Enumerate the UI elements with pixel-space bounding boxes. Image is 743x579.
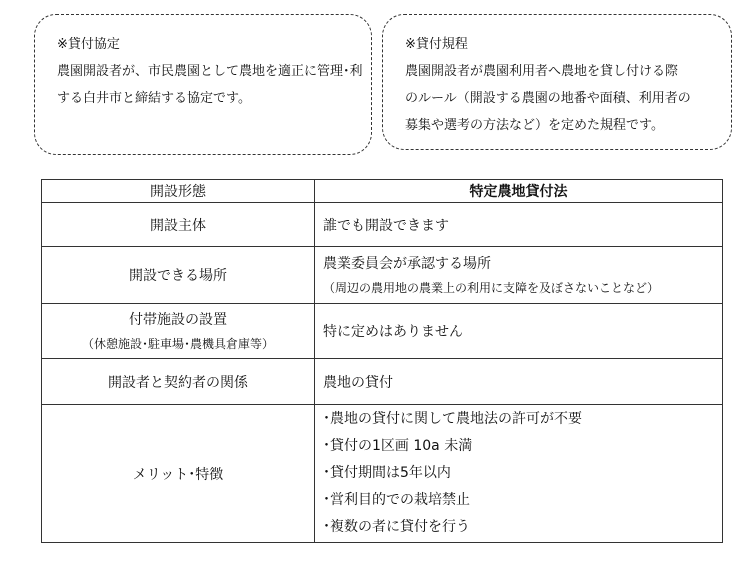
table-row (42, 405, 723, 543)
bullet-item: ･営利目的での栽培禁止 (323, 492, 470, 508)
note-heading: ※貸付協定 (57, 37, 120, 52)
note-line: 農園開設者が、市民農園として農地を適正に管理･利 (57, 64, 363, 79)
note-lending-rules (382, 14, 732, 150)
note-line: 募集や選考の方法など）を定めた規程です。 (405, 118, 664, 133)
bullet-list (315, 405, 723, 543)
row-label: 開設主体 (42, 203, 315, 247)
note-heading: ※貸付規程 (405, 37, 468, 52)
comparison-table (41, 179, 723, 543)
row-value-cell (315, 247, 723, 304)
row-value: 特に定めはありません (315, 304, 723, 359)
row-label: 開設者と契約者の関係 (42, 359, 315, 405)
row-value: 農業委員会が承認する場所 (323, 256, 491, 272)
header-cell-type: 開設形態 (42, 180, 315, 203)
table-row (42, 247, 723, 304)
note-line: 農園開設者が農園利用者へ農地を貸し付ける際 (405, 64, 679, 79)
row-label: 付帯施設の設置 (129, 312, 227, 328)
bullet-item: ･複数の者に貸付を行う (323, 519, 470, 535)
table-header-row (42, 180, 723, 203)
row-label: 開設できる場所 (42, 247, 315, 304)
table-row (42, 203, 723, 247)
note-line: する白井市と締結する協定です。 (57, 91, 251, 106)
table-row (42, 359, 723, 405)
bullet-item: ･貸付の1区画 10a 未満 (323, 438, 473, 454)
row-value: 誰でも開設できます (315, 203, 723, 247)
table-row (42, 304, 723, 359)
bullet-item: ･農地の貸付に関して農地法の許可が不要 (323, 411, 582, 427)
header-cell-law: 特定農地貸付法 (315, 180, 723, 203)
row-value: 農地の貸付 (315, 359, 723, 405)
note-line: のルール（開設する農園の地番や面積、利用者の (405, 91, 691, 106)
row-label-cell (42, 304, 315, 359)
bullet-item: ･貸付期間は5年以内 (323, 465, 451, 481)
row-label: メリット･特徴 (42, 405, 315, 543)
row-value-note: （周辺の農用地の農業上の利用に支障を及ぼさないことなど） (323, 281, 660, 295)
row-label-note: （休憩施設･駐車場･農機具倉庫等） (81, 337, 274, 351)
note-lending-agreement (34, 14, 372, 155)
